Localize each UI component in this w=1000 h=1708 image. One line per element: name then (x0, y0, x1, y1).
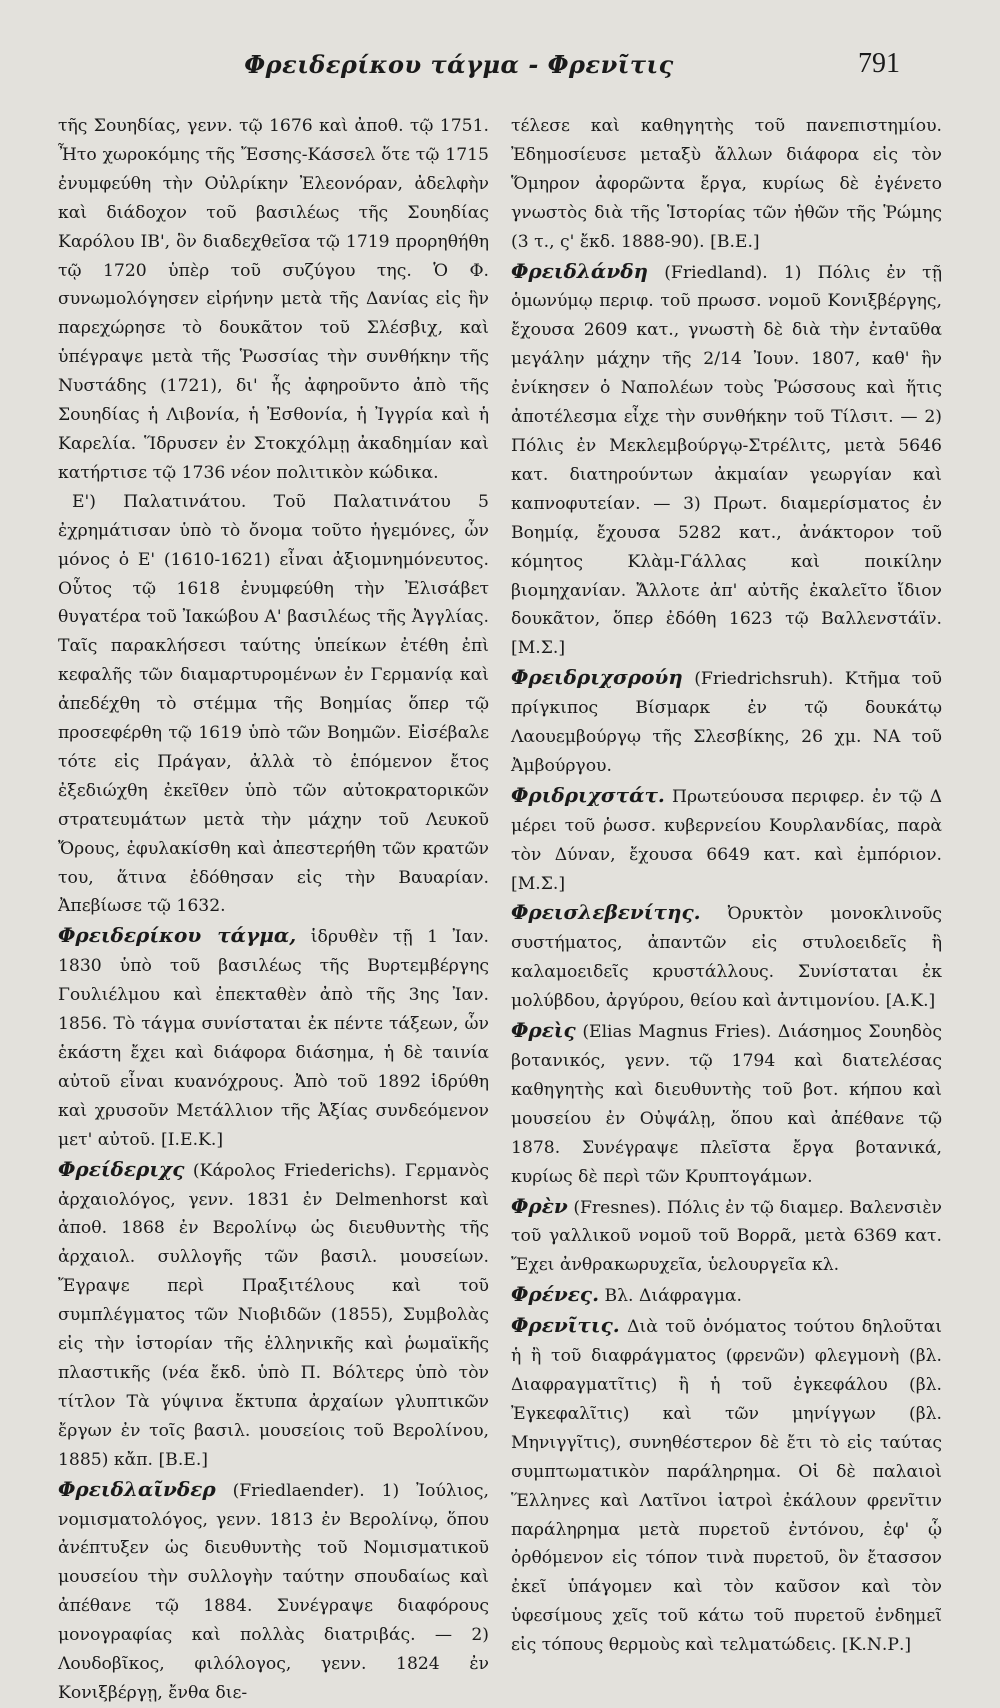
entry-text: ἱδρυθὲν τῇ 1 Ἰαν. 1830 ὑπὸ τοῦ βασιλέως τῆς Βυρτεμβέργης Γουλιέλμου καὶ ἐπεκταθὲν ἀπὸ τῆς 3ης Ἰαν. 1856. Τὸ τάγμα συνίσταται ἐκ πέντε τάξεων, ὧν ἑκάστη ἔχει καὶ διάφορα διάσημα, ἡ δὲ ταινία αὐτοῦ εἶναι κυανόχρους. Ἀπὸ τοῦ 1892 ἱδρύθη καὶ χρυσοῦν Μετάλλιον τῆς Ἀξίας συνδεόμενον μετ' αὐτοῦ. [Ι.Ε.Κ.] (58, 927, 490, 1150)
entry (58, 1155, 489, 1475)
entry-text: Βλ. Διάφραγμα. (599, 1286, 742, 1307)
entry-headword: Φρείδεριχς (58, 1156, 185, 1181)
entry (58, 1475, 489, 1708)
page-number: 791 (858, 48, 900, 79)
entry-headword: Φρειδριχσρούη (511, 665, 683, 690)
entry (511, 781, 942, 899)
page-header (60, 44, 900, 84)
entry (511, 257, 942, 664)
entry (58, 921, 489, 1154)
entry-headword: Φρένες. (511, 1282, 600, 1307)
entry (511, 663, 942, 781)
entry-headword: Φρενῖτις. (511, 1313, 620, 1338)
entry (511, 898, 942, 1016)
left-column (58, 112, 490, 1703)
entry-headword: Φρειδερίκου τάγμα, (58, 923, 297, 948)
text-columns (58, 112, 942, 1703)
entry-headword: Φρεὶς (511, 1018, 576, 1043)
running-head: Φρειδερίκου τάγμα - Φρενῖτις (244, 49, 674, 79)
entry-headword: Φρειδλαῖνδερ (58, 1476, 216, 1501)
entry (511, 1311, 942, 1660)
entry-text: (Fresnes). Πόλις ἐν τῷ διαμερ. Βαλενσιὲν τοῦ γαλλικοῦ νομοῦ τοῦ Βορρᾶ, μετὰ 6369 κατ. Ἔχει ἀνθρακωρυχεῖα, ὑελουργεῖα κλ. (511, 1197, 942, 1276)
entry-text: (Friedrichsruh). Κτῆμα τοῦ πρίγκιπος Βίσμαρκ ἐν τῷ δουκάτῳ Λαουεμβούργῳ τῆς Σλεσβίκης, 26 χμ. ΝΑ τοῦ Ἀμβούργου. (511, 669, 942, 776)
entry-text: (Κάρολος Friederichs). Γερμανὸς ἀρχαιολόγος, γενν. 1831 ἐν Delmenhorst καὶ ἀποθ. 1868 ἐν Βερολίνῳ ὡς διευθυντὴς τῆς ἀρχαιολ. συλλογῆς τῶν βασιλ. μουσείων. Ἔγραψε περὶ Πραξιτέλους καὶ τοῦ συμπλέγματος τῶν Νιοβιδῶν (1855), Συμβολὰς εἰς τὴν ἱστορίαν τῆς ἑλληνικῆς καὶ ῥωμαϊκῆς πλαστικῆς (νέα ἔκδ. ὑπὸ Π. Βόλτερς ὑπὸ τὸν τίτλον Τὰ γύψινα ἔκτυπα ἀρχαίων γλυπτικῶν ἔργων ἐν τοῖς βασιλ. μουσείοις τοῦ Βερολίνου, 1885) κἄπ. [Β.Ε.] (58, 1160, 489, 1470)
entry-text: (Elias Magnus Fries). Διάσημος Σουηδὸς βοτανικός, γενν. τῷ 1794 καὶ διατελέσας καθηγητὴς καὶ διευθυντὴς τοῦ βοτ. κήπου καὶ μουσείου ἐν Οὐψάλῃ, ὅπου καὶ ἀπέθανε τῷ 1878. Συνέγραψε πλεῖστα ἔργα βοτανικά, κυρίως δὲ περὶ τῶν Κρυπτογάμων. (511, 1022, 942, 1187)
entry (511, 1016, 942, 1191)
entry-text: Διὰ τοῦ ὀνόματος τούτου δηλοῦται ἡ ἢ τοῦ διαφράγματος (φρενῶν) φλεγμονὴ (βλ. Διαφραγματῖτις) ἢ ἡ τοῦ ἐγκεφάλου (βλ. Ἐγκεφαλῖτις) καὶ τῶν μηνίγγων (βλ. Μηνιγγῖτις), συνηθέστερον δὲ ἔτι τὸ εἰς ταύτας συμπτωματικὸν παράληρημα. Οἱ δὲ παλαιοὶ Ἕλληνες καὶ Λατῖνοι ἰατροὶ ἐκάλουν φρενῖτιν παράληρημα μετὰ πυρετοῦ ἐντόνου, ἐφ' ᾧ ὀρθόμενον εἰς τόπον τινὰ πυρετοῦ, ὃν ἔτασσον ἐκεῖ ὑπάγομεν καὶ τὸν καῦσον καὶ τὸν ὑφεσίμους χεῖς τοῦ κάτω τοῦ πυρετοῦ ἐνδημεῖ εἰς τόπους θερμοὺς καὶ τελματώδεις. [Κ.Ν.Ρ.] (511, 1317, 942, 1656)
paragraph: Ε') Παλατινάτου. Τοῦ Παλατινάτου 5 ἐχρημάτισαν ὑπὸ τὸ ὄνομα τοῦτο ἡγεμόνες, ὧν μόνος ὁ Ε' (1610-1621) εἶναι ἀξιομνημόνευτος. Οὗτος τῷ 1618 ἐνυμφεύθη τὴν Ἐλισάβετ θυγατέρα τοῦ Ἰακώβου Α' βασιλέως τῆς Ἀγγλίας. Ταῖς παρακλήσεσι ταύτης ὑπείκων ἐτέθη ἐπὶ κεφαλῆς τῶν διαμαρτυρομένων ἐν Γερμανίᾳ καὶ ἀπεδέχθη τὸ στέμμα τῆς Βοημίας ὅπερ τῷ προσεφέρθη τῷ 1619 ὑπὸ τῶν Βοημῶν. Εἰσέβαλε τότε εἰς Πράγαν, ἀλλὰ τὸ ἑπόμενον ἔτος ἐξεδιώχθη ἐκεῖθεν ὑπὸ τῶν αὐτοκρατορικῶν στρατευμάτων μετὰ τὴν μάχην τοῦ Λευκοῦ Ὄρους, ἐφυλακίσθη καὶ ἀπεστερήθη τῶν κρατῶν του, ἅτινα ἐδόθησαν εἰς τὴν Βαυαρίαν. Ἀπεβίωσε τῷ 1632. (58, 491, 489, 917)
entry (511, 1280, 942, 1311)
entry-headword: Φρὲν (511, 1193, 568, 1218)
entry-text: (Friedland). 1) Πόλις ἐν τῇ ὁμωνύμῳ περιφ. τοῦ πρωσσ. νομοῦ Κονιξβέργης, ἔχουσα 2609 κατ., γνωστὴ δὲ διὰ τὴν ἐνταῦθα μεγάλην μάχην τῆς 2/14 Ἰουν. 1807, καθ' ἣν ἐνίκησεν ὁ Ναπολέων τοὺς Ῥώσσους καὶ ἥτις ἀποτέλεσμα εἶχε τὴν συνθήκην τοῦ Τίλσιτ. — 2) Πόλις ἐν Μεκλεμβούργῳ-Στρέλιτς, μετὰ 5646 κατ. διατηρούντων ἀκμαίαν γεωργίαν καὶ καπνοφυτείαν. — 3) Πρωτ. διαμερίσματος ἐν Βοημίᾳ, ἔχουσα 5282 κατ., ἀνάκτορον τοῦ κόμητος Κλὰμ-Γάλλας καὶ ποικίλην βιομηχανίαν. Ἄλλοτε ἀπ' αὐτῆς ἐκαλεῖτο ἴδιον δουκᾶτον, ὅπερ ἐδόθη 1623 τῷ Βαλλενστάϊν. [Μ.Σ.] (511, 262, 942, 659)
right-column (511, 112, 942, 1656)
entry-headword: Φριδριχστάτ. (511, 782, 665, 807)
entry-text: Πρωτεύουσα περιφερ. ἐν τῷ Δ μέρει τοῦ ῥωσσ. κυβερνείου Κουρλανδίας, παρὰ τὸν Δύναν, ἔχουσα 6649 κατ. καὶ ἐμπόριον. [Μ.Σ.] (511, 786, 942, 894)
entry-text: (Friedlaender). 1) Ἰούλιος, νομισματολόγος, γενν. 1813 ἐν Βερολίνῳ, ὅπου ἀνέπτυξεν ὡς διευθυντὴς τοῦ Νομισματικοῦ μουσείου τὴν συλλογὴν ταύτην σπουδαίως καὶ ἀπέθανε τῷ 1884. Συνέγραψε διαφόρους μονογραφίας καὶ πολλὰς διατριβάς. — 2) Λουδοβῖκος, φιλόλογος, γενν. 1824 ἐν Κονιξβέργῃ, ἔνθα διε- (58, 1480, 489, 1703)
paragraph: τέλεσε καὶ καθηγητὴς τοῦ πανεπιστημίου. Ἐδημοσίευσε μεταξὺ ἄλλων διάφορα εἰς τὸν Ὅμηρον ἀφορῶντα ἔργα, κυρίως δὲ ἐγένετο γνωστὸς διὰ τῆς Ἱστορίας τῶν ἠθῶν τῆς Ῥώμης (3 τ., ς' ἔκδ. 1888-90). [Β.Ε.] (511, 116, 942, 252)
paragraph: τῆς Σουηδίας, γενν. τῷ 1676 καὶ ἀποθ. τῷ 1751. Ἦτο χωροκόμης τῆς Ἔσσης-Κάσσελ ὅτε τῷ 1715 ἐνυμφεύθη τὴν Οὐλρίκην Ἐλεονόραν, ἀδελφὴν καὶ διάδοχον τοῦ βασιλέως τῆς Σουηδίας Καρόλου ΙΒ', ὃν διαδεχθεῖσα τῷ 1719 προρηθήθη τῷ 1720 ὑπὲρ τοῦ συζύγου της. Ὁ Φ. συνωμολόγησεν εἰρήνην μετὰ τῆς Δανίας εἰς ἣν παρεχώρησε τὸ δουκᾶτον τοῦ Σλέσβιχ, καὶ ὑπέγραψε μετὰ τῆς Ῥωσσίας τὴν συνθήκην τῆς Νυστάδης (1721), δι' ἧς ἀφηροῦντο ἀπὸ τῆς Σουηδίας ἡ Λιβονία, ἡ Ἐσθονία, ἡ Ἰγγρία καὶ ἡ Καρελία. Ἵδρυσεν ἐν Στοκχόλμῃ ἀκαδημίαν καὶ κατήρτισε τῷ 1736 νέον πολιτικὸν κώδικα. (58, 116, 489, 483)
entry (511, 1192, 942, 1281)
entry-text: Ὀρυκτὸν μονοκλινοῦς συστήματος, ἀπαντῶν εἰς στυλοειδεῖς ἢ καλαμοειδεῖς κρυστάλλους. Συνίσταται ἐκ μολύβδου, ἀργύρου, θείου καὶ ἀντιμονίου. [Α.Κ.] (511, 904, 942, 1012)
entry-headword: Φρειδλάνδη (511, 258, 649, 283)
entry-headword: Φρεισλεβενίτης. (511, 900, 701, 925)
